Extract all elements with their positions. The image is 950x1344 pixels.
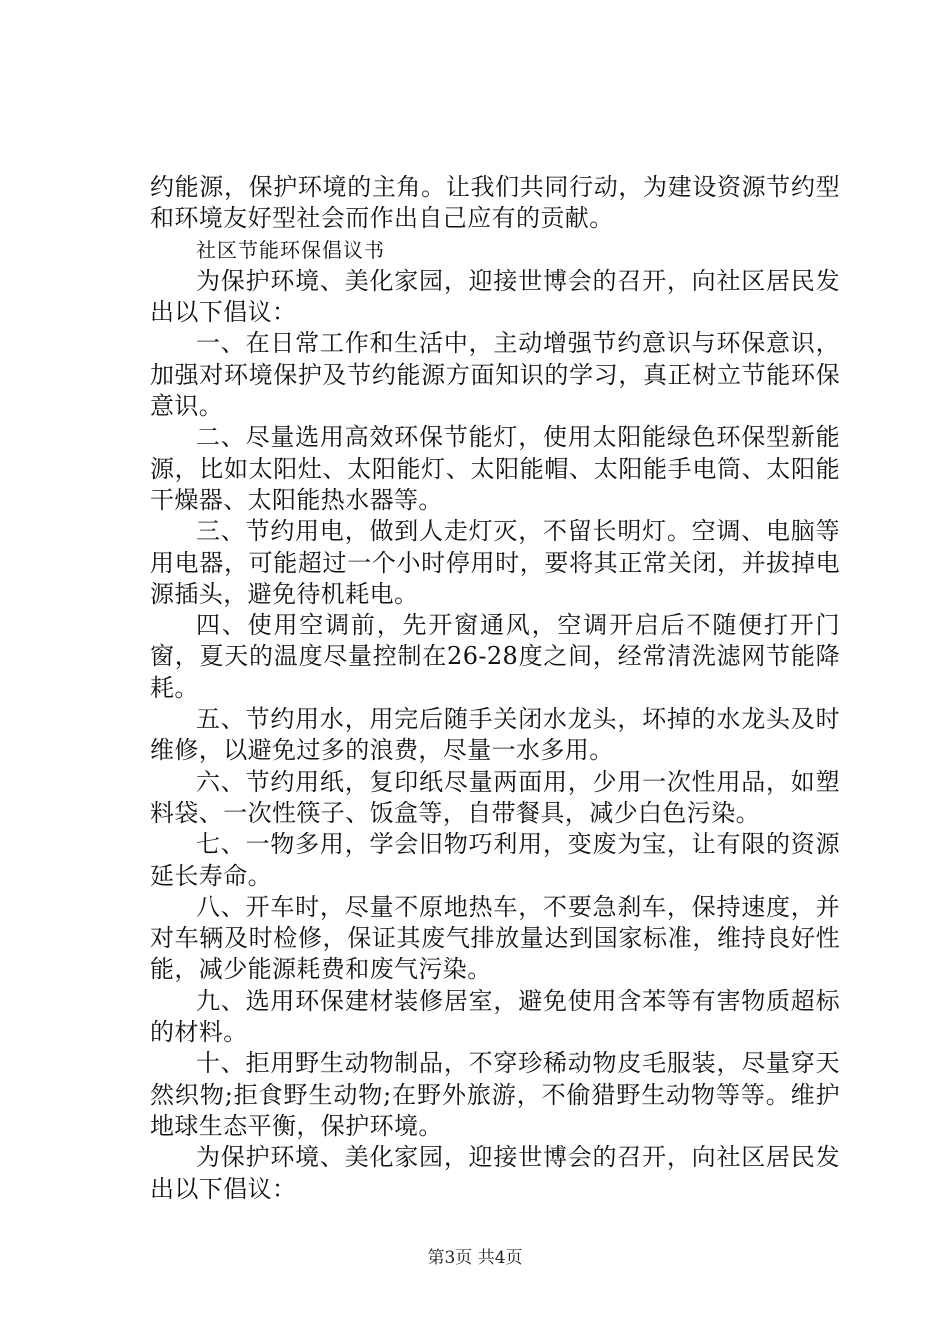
- page-number: 第3页 共4页: [427, 1248, 523, 1268]
- document-body: [150, 172, 840, 1205]
- paragraph-item-1: 一、在日常工作和生活中，主动增强节约意识与环保意识，加强对环境保护及节约能源方面知识的学习，真正树立节能环保意识。: [150, 329, 840, 421]
- paragraph-item-9: 九、选用环保建材装修居室，避免使用含苯等有害物质超标的材料。: [150, 986, 840, 1047]
- paragraph-item-6: 六、节约用纸，复印纸尽量两面用，少用一次性用品，如塑料袋、一次性筷子、饭盒等，自带餐具，减少白色污染。: [150, 767, 840, 827]
- paragraph-item-3: 三、节约用电，做到人走灯灭，不留长明灯。空调、电脑等用电器，可能超过一个小时停用时，要将其正常关闭，并拔掉电源插头，避免待机耗电。: [150, 517, 840, 608]
- document-title: 社区节能环保倡议书: [196, 237, 385, 262]
- paragraph-continuation: 约能源，保护环境的主角。让我们共同行动，为建设资源节约型和环境友好型社会而作出自己应有的贡献。: [150, 173, 840, 233]
- paragraph-item-2: 二、尽量选用高效环保节能灯，使用太阳能绿色环保型新能源，比如太阳灶、太阳能灯、太阳能帽、太阳能手电筒、太阳能干燥器、太阳能热水器等。: [150, 423, 840, 514]
- paragraph-closing: 为保护环境、美化家园，迎接世博会的召开，向社区居民发出以下倡议：: [150, 1143, 840, 1203]
- paragraph-item-10: 十、拒用野生动物制品，不穿珍稀动物皮毛服装，尽量穿天然织物;拒食野生动物;在野外旅游，不偷猎野生动物等等。维护地球生态平衡，保护环境。: [150, 1049, 840, 1140]
- paragraph-item-5: 五、节约用水，用完后随手关闭水龙头，坏掉的水龙头及时维修，以避免过多的浪费，尽量一水多用。: [150, 705, 840, 765]
- paragraph-item-8: 八、开车时，尽量不原地热车，不要急刹车，保持速度，并对车辆及时检修，保证其废气排放量达到国家标准，维持良好性能，减少能源耗费和废气污染。: [150, 892, 840, 984]
- paragraph-item-4: 四、使用空调前，先开窗通风，空调开启后不随便打开门窗，夏天的温度尽量控制在26-28度之间，经常清洗滤网节能降耗。: [150, 611, 840, 702]
- paragraph-intro: 为保护环境、美化家园，迎接世博会的召开，向社区居民发出以下倡议：: [150, 266, 840, 327]
- page-footer: [0, 1243, 950, 1268]
- paragraph-item-7: 七、一物多用，学会旧物巧利用，变废为宝，让有限的资源延长寿命。: [150, 830, 840, 890]
